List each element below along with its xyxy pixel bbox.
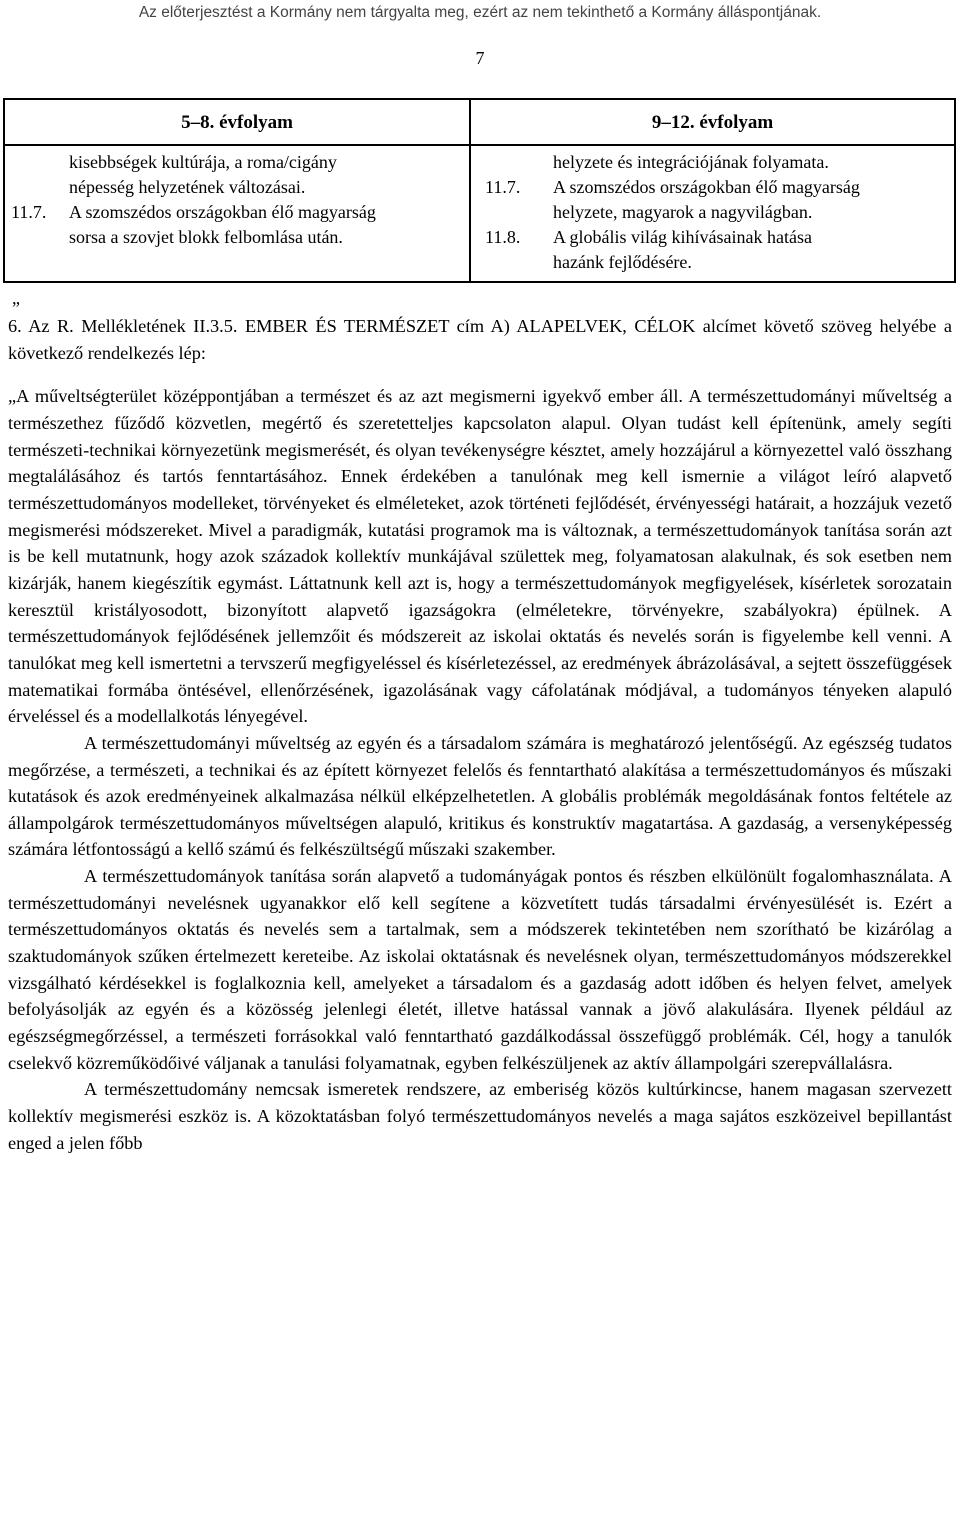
paragraph: „A műveltségterület középpontjában a természet és az azt megismerni igyekvő ember áll. A természettudományi műveltség a természethez fűződő közvetlen, megértő és szeretetteljes kapcsolaton alapul. Olyan tudást kell építenünk, amely segíti természeti-technikai környezetünk megismerését, és olyan tevékenységre késztet, amely hozzájárul a környezettel való összhang megtalálásához és tartós fenntartásához. Ennek érdekében a tanulónak meg kell ismernie a világot leíró alapvető természettudományos modelleket, törvényeket és elméleteket, azok történeti fejlődését, érvényességi határait, a hozzájuk vezető megismerési módszereket. Mivel a paradigmák, kutatási programok ma is változnak, a természettudományok tanítása során azt is be kell mutatnunk, hogy azok századok kollektív munkájával születtek meg, folyamatosan alakulnak, és sok esetben nem kizárják, hanem kiegészítik egymást. Láttatnunk kell azt is, hogy a természettudományok megfigyelések, kísérletek sorozatain keresztül kristályosodott, bizonyított alapvető igazságokra (elméletekre, törvényekre, szabályokra) épülnek. A természettudományok fejlődésének jellemzőit és módszereit az iskolai oktatás és nevelés során is figyelembe kell venni. A tanulókat meg kell ismertetni a tervszerű megfigyeléssel és kísérletezéssel, az eredmények ábrázolásával, a sejtett összefüggések matematikai formába öntésével, ellenőrzésének, igazolásának vagy cáfolatának módjával, a tudományos tényeken alapuló érveléssel és a modellalkotás lényegével. xyxy=(8,386,952,727)
topic-code xyxy=(11,225,55,250)
topic-code: 11.7. xyxy=(485,177,521,197)
cell-line: A szomszédos országokban élő magyarság xyxy=(69,202,376,222)
cell-line: hazánk fejlődésére. xyxy=(553,252,692,272)
topic-code: 11.7. xyxy=(11,202,47,222)
topic-code: 11.8. xyxy=(485,227,521,247)
page-number: 7 xyxy=(475,48,485,68)
left-cell-content xyxy=(5,146,469,256)
cell-line: A globális világ kihívásainak hatása xyxy=(553,227,812,247)
cell-line: helyzete, magyarok a nagyvilágban. xyxy=(553,202,813,222)
cell-line: kisebbségek kultúrája, a roma/cigány xyxy=(69,152,337,172)
document-body xyxy=(8,313,952,1156)
closing-quote-mark: ” xyxy=(12,298,20,318)
column-heading-5-8: 5–8. évfolyam xyxy=(4,99,470,145)
table-row xyxy=(4,145,955,282)
paragraph: A természettudományi műveltség az egyén és a társadalom számára is meghatározó jelentőségű. Az egészség tudatos megőrzése, a természeti, a technikai és az épített környezet felelős és fenntartható alakítása a természettudományos és műszaki kutatások és azok eredményeinek alkalmazása nélkül elképzelhetetlen. A globális problémák megoldásának fontos feltétele az állampolgárok természettudományos műveltségen alapuló, kritikus és konstruktív magatartása. A gazdaság, a versenyképesség számára létfontosságú a kellő számú és felkészültségű műszaki szakember. xyxy=(8,732,952,860)
cell-line: helyzete és integrációjának folyamata. xyxy=(553,152,829,172)
topic-code xyxy=(485,250,539,275)
cell-line: sorsa a szovjet blokk felbomlása után. xyxy=(69,227,343,247)
topic-code xyxy=(485,200,539,225)
cell-line: A szomszédos országokban élő magyarság xyxy=(553,177,860,197)
column-heading-9-12: 9–12. évfolyam xyxy=(470,99,955,145)
draft-disclaimer: Az előterjesztést a Kormány nem tárgyalta meg, ezért az nem tekinthető a Kormány álláspontjának. xyxy=(138,4,822,21)
topic-code xyxy=(11,175,55,200)
curriculum-table xyxy=(3,98,956,283)
right-cell-content xyxy=(471,146,954,281)
amendment-heading: 6. Az R. Mellékletének II.3.5. EMBER ÉS TERMÉSZET cím A) ALAPELVEK, CÉLOK alcímet követő szöveg helyébe a következő rendelkezés lép: xyxy=(8,316,952,363)
cell-right xyxy=(470,145,955,282)
paragraph: A természettudományok tanítása során alapvető a tudományágak pontos és részben elkülönült fogalomhasználata. A természettudományi nevelésnek ugyanakkor elő kell segítene a közvetített tudás társadalmi érvényesülését is. Ezért a természettudományos oktatás és nevelés sem a tartalmak, sem a módszerek tekintetében nem szorítható be kizárólag a szaktudományok szűken értelmezett kereteibe. Az iskolai oktatásnak és nevelésnek olyan, természettudományos módszerekkel vizsgálható kérdésekkel is foglalkoznia kell, amelyeket a társadalom és a gazdaság adott időben és helyen felvet, amelyek befolyásolják az egyén és a közösség jelenlegi életét, illetve hatással vannak a jövő alakulására. Ilyenek például az egészségmegőrzéssel, a természeti forrásokkal való fenntartható gazdálkodással összefüggő problémák. Cél, hogy a tanulók cselekvő közreműködőivé váljanak a tanulási folyamatnak, egyben felkészüljenek az aktív állampolgári szerepvállalásra. xyxy=(8,866,952,1073)
topic-code xyxy=(11,150,55,175)
cell-line: népesség helyzetének változásai. xyxy=(69,177,306,197)
table-header-row xyxy=(4,99,955,145)
paragraph: A természettudomány nemcsak ismeretek rendszere, az emberiség közös kultúrkincse, hanem magasan szervezett kollektív megismerési eszköz is. A közoktatásban folyó természettudományos nevelés a maga sajátos eszközeivel bepillantást enged a jelen főbb xyxy=(8,1079,952,1153)
topic-code xyxy=(485,150,539,175)
cell-left xyxy=(4,145,470,282)
